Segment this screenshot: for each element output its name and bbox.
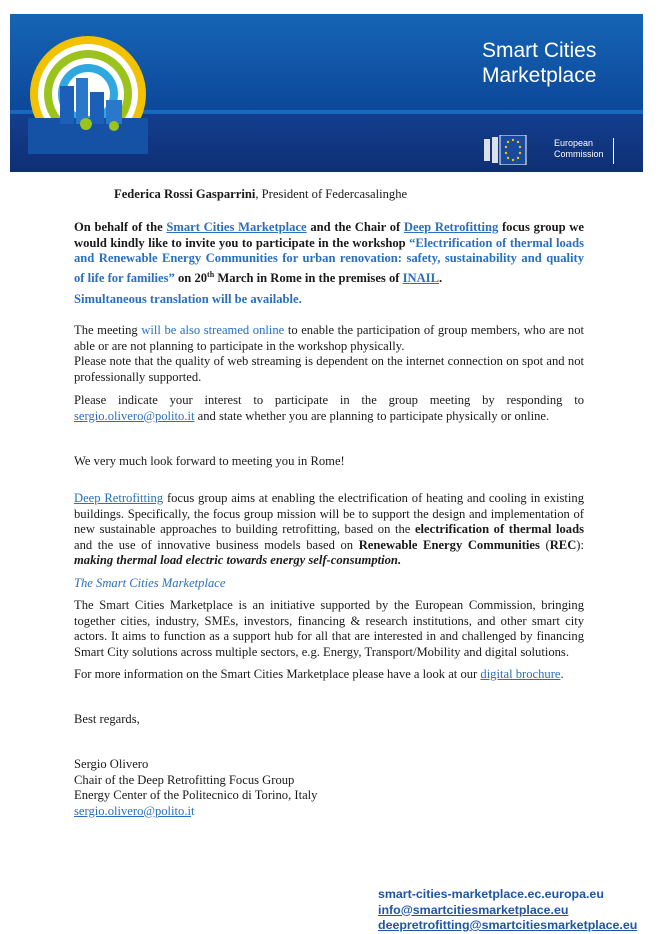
addressee-role: , President of Federcasalinghe bbox=[255, 187, 407, 201]
closing: Best regards, bbox=[74, 712, 584, 728]
signature-block bbox=[74, 757, 584, 819]
translation-note: Simultaneous translation will be available. bbox=[74, 292, 584, 308]
digital-brochure-link[interactable]: digital brochure bbox=[480, 667, 560, 681]
brand-title-line2: Marketplace bbox=[482, 63, 596, 88]
look-forward-line: We very much look forward to meeting you in Rome! bbox=[74, 454, 584, 470]
smart-city-logo-icon bbox=[28, 34, 148, 154]
eu-divider bbox=[613, 138, 614, 164]
meeting-paragraph: The meeting will be also streamed online to enable the participation of group members, who are not able or are not planning to participate in the workshop physically. Please note that the quality of web streaming is dependent on the internet connection on spot and not professionally supported. bbox=[74, 323, 584, 385]
european-commission-logo-icon bbox=[484, 135, 532, 165]
invitation-paragraph: On behalf of the Smart Cities Marketplace and the Chair of Deep Retrofitting focus group we would kindly like to invite you to participate in the workshop “Electrification of thermal loads and Renewable Energy Communities for urban renovation: safety, sustainability and quality of life for families” on 20th March in Rome in the premises of INAIL. bbox=[74, 220, 584, 286]
inail-link[interactable]: INAIL bbox=[403, 271, 439, 285]
signature-name: Sergio Olivero bbox=[74, 757, 584, 773]
focus-group-paragraph: Deep Retrofitting focus group aims at enabling the electrification of heating and cooling in existing buildings. Specifically, the focus group mission will be to support the design and implementation of new sustainable approaches to building retrofitting, based on the electrification of thermal loads and the use of innovative business models based on Renewable Energy Communities (REC): making thermal load electric towards energy self-consumption. bbox=[74, 491, 584, 569]
workshop-title: “Electrification of thermal loads and Renewable Energy Communities for urban renovation: safety, sustainability and quality of life for families” bbox=[74, 236, 584, 285]
brand-title-line1: Smart Cities bbox=[482, 38, 596, 63]
footer-info-email-link[interactable]: info@smartcitiesmarketplace.eu bbox=[378, 903, 637, 919]
streamed-online-text: will be also streamed online bbox=[141, 323, 284, 337]
scm-paragraph: The Smart Cities Marketplace is an initiative supported by the European Commission, bringing together cities, industry, SMEs, investors, financing & research institutions, and other smart city actors. It aims to function as a support hub for all that are interested in and challenged by financing Smart City solutions across multiple sectors, e.g. Energy, Transport/Mobility and digital solutions. bbox=[74, 598, 584, 660]
more-info-line: For more information on the Smart Cities Marketplace please have a look at our digital brochure. bbox=[74, 667, 584, 683]
signature-email[interactable]: sergio.olivero@polito.it bbox=[74, 804, 584, 820]
deep-retrofitting-link-2[interactable]: Deep Retrofitting bbox=[74, 491, 163, 505]
email-link[interactable]: sergio.olivero@polito.it bbox=[74, 409, 195, 423]
indicate-paragraph: Please indicate your interest to participate in the group meeting by responding to sergio.olivero@polito.it and state whether you are planning to participate physically or online. bbox=[74, 393, 584, 424]
eu-label-line1: European bbox=[554, 138, 604, 149]
european-commission-label bbox=[554, 138, 604, 160]
addressee-name: Federica Rossi Gasparrini bbox=[114, 187, 255, 201]
scm-heading: The Smart Cities Marketplace bbox=[74, 576, 584, 592]
signature-role: Chair of the Deep Retrofitting Focus Group bbox=[74, 773, 584, 789]
footer-website-link[interactable]: smart-cities-marketplace.ec.europa.eu bbox=[378, 887, 637, 903]
deep-retrofitting-link[interactable]: Deep Retrofitting bbox=[404, 220, 498, 234]
brand-title bbox=[482, 38, 596, 88]
smart-cities-marketplace-link[interactable]: Smart Cities Marketplace bbox=[166, 220, 306, 234]
footer-deep-email-link[interactable]: deepretrofitting@smartcitiesmarketplace.eu bbox=[378, 918, 637, 934]
footer-contacts bbox=[378, 887, 637, 934]
header-banner bbox=[10, 14, 643, 172]
addressee bbox=[114, 187, 584, 203]
signature-org: Energy Center of the Politecnico di Torino, Italy bbox=[74, 788, 584, 804]
eu-label-line2: Commission bbox=[554, 149, 604, 160]
